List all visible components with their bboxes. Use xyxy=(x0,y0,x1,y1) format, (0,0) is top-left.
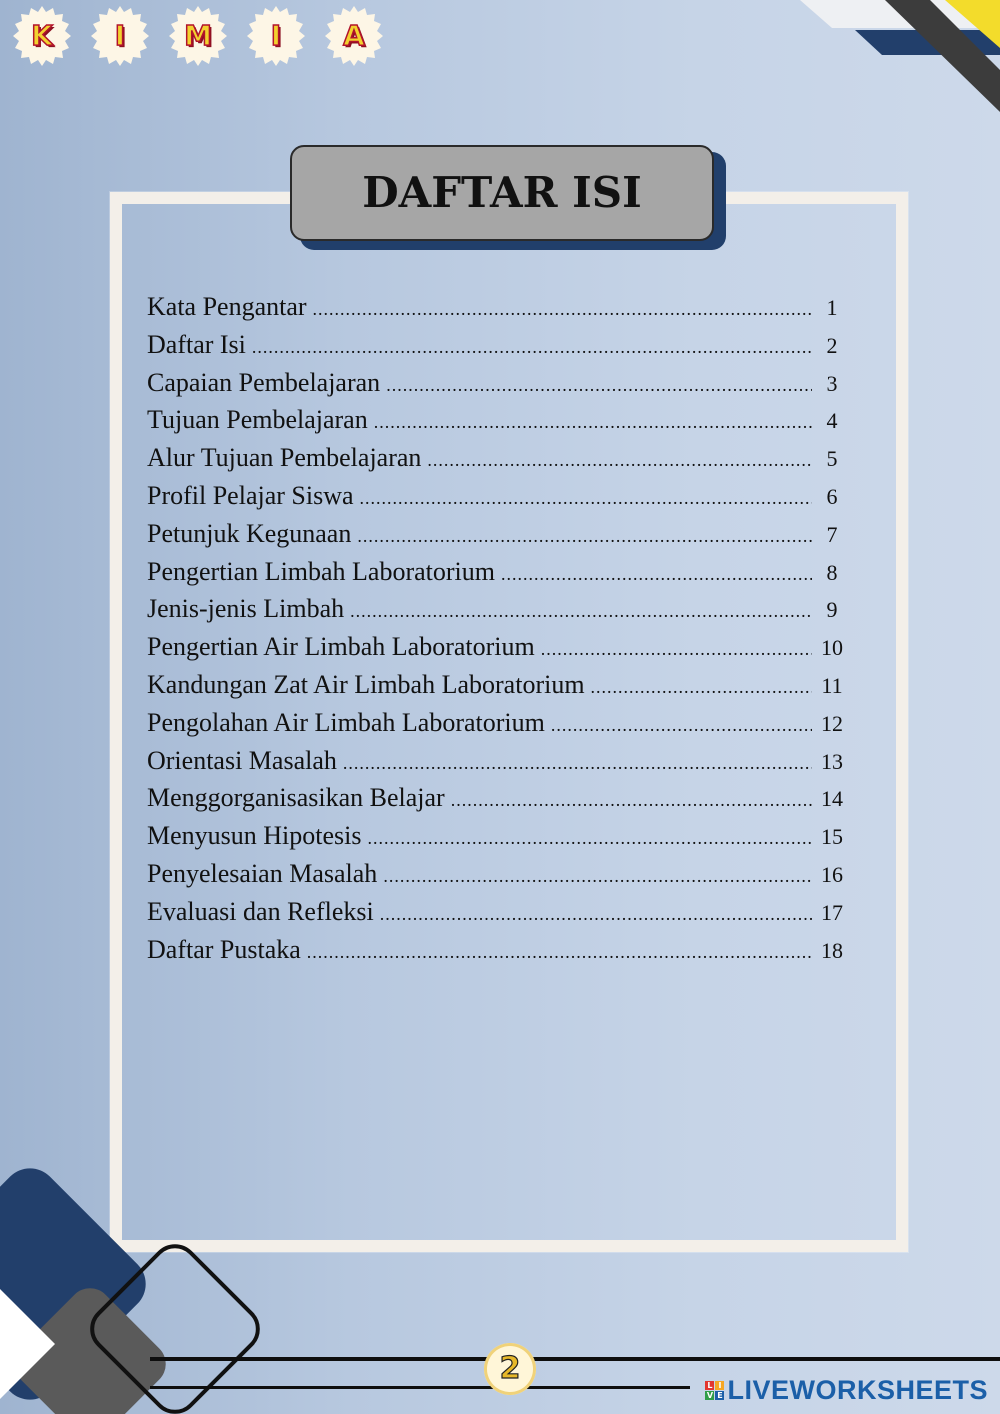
toc-leader-dots xyxy=(383,866,812,887)
toc-entry[interactable] xyxy=(147,783,852,821)
toc-entry-label: Petunjuk Kegunaan xyxy=(147,518,352,548)
badge-letter: M xyxy=(184,19,212,52)
toc-entry-label: Menyusun Hipotesis xyxy=(147,821,362,851)
toc-leader-dots xyxy=(551,715,812,736)
toc-leader-dots xyxy=(357,526,812,547)
toc-leader-dots xyxy=(374,412,812,433)
kimia-badge xyxy=(88,4,152,68)
toc-entry-page: 6 xyxy=(826,483,838,509)
toc-entry-label: Menggorganisasikan Belajar xyxy=(147,783,445,813)
toc-entry[interactable] xyxy=(147,557,852,595)
toc-entry-label: Evaluasi dan Refleksi xyxy=(147,896,374,926)
badge-letter: A xyxy=(343,19,365,52)
toc-entry[interactable] xyxy=(147,368,852,406)
badge-letter: I xyxy=(114,19,126,52)
toc-entry[interactable] xyxy=(147,594,852,632)
toc-entry-label: Orientasi Masalah xyxy=(147,745,337,775)
toc-entry-page: 11 xyxy=(821,672,843,698)
toc-entry[interactable] xyxy=(147,859,852,897)
toc-leader-dots xyxy=(451,790,812,811)
toc-entry[interactable] xyxy=(147,519,852,557)
page-title: DAFTAR ISI xyxy=(290,145,714,241)
toc-entry[interactable] xyxy=(147,632,852,670)
kimia-badge xyxy=(322,4,386,68)
kimia-badge xyxy=(10,4,74,68)
toc-entry-page: 12 xyxy=(821,710,843,736)
toc-entry-label: Kandungan Zat Air Limbah Laboratorium xyxy=(147,669,585,699)
toc-entry-label: Daftar Isi xyxy=(147,329,246,359)
toc-leader-dots xyxy=(343,753,812,774)
footer-divider xyxy=(150,1386,690,1389)
toc-entry[interactable] xyxy=(147,897,852,935)
brand-name: LIVEWORKSHEETS xyxy=(727,1375,988,1405)
toc-leader-dots xyxy=(360,488,812,509)
toc-entry-label: Alur Tujuan Pembelajaran xyxy=(147,443,422,473)
toc-entry-page: 10 xyxy=(821,635,843,661)
toc-entry-page: 15 xyxy=(821,824,843,850)
toc-entry-label: Pengolahan Air Limbah Laboratorium xyxy=(147,707,545,737)
toc-leader-dots xyxy=(368,828,813,849)
toc-entry-page: 4 xyxy=(826,408,838,434)
toc-leader-dots xyxy=(501,564,812,585)
toc-leader-dots xyxy=(252,337,812,358)
toc-entry[interactable] xyxy=(147,935,852,973)
toc-entry-label: Capaian Pembelajaran xyxy=(147,367,381,397)
toc-entry-label: Tujuan Pembelajaran xyxy=(147,405,368,435)
toc-entry-page: 8 xyxy=(826,559,838,585)
toc-leader-dots xyxy=(313,299,812,320)
toc-entry-label: Daftar Pustaka xyxy=(147,934,301,964)
toc-entry-label: Kata Pengantar xyxy=(147,292,307,321)
toc-entry-page: 13 xyxy=(821,748,843,774)
toc-entry[interactable] xyxy=(147,821,852,859)
toc-entry[interactable] xyxy=(147,481,852,519)
toc-entry-page: 18 xyxy=(821,937,843,963)
toc-entry-page: 14 xyxy=(821,786,843,812)
toc-entry[interactable] xyxy=(147,405,852,443)
footer-divider xyxy=(150,1357,1000,1361)
corner-decoration xyxy=(600,0,1000,120)
toc-leader-dots xyxy=(541,639,812,660)
toc-entry-page: 3 xyxy=(826,370,838,396)
toc-leader-dots xyxy=(307,942,812,963)
toc-entry[interactable] xyxy=(147,330,852,368)
kimia-badge xyxy=(244,4,308,68)
toc-leader-dots xyxy=(350,601,812,622)
page-number: 2 xyxy=(484,1343,536,1395)
toc-entry-label: Jenis-jenis Limbah xyxy=(147,594,345,624)
toc-leader-dots xyxy=(386,375,812,396)
kimia-badge xyxy=(166,4,230,68)
toc-entry-label: Profil Pelajar Siswa xyxy=(147,480,354,510)
toc-entry-label: Pengertian Limbah Laboratorium xyxy=(147,556,496,586)
toc-entry-page: 16 xyxy=(821,861,843,887)
toc-entry[interactable] xyxy=(147,292,852,330)
toc-leader-dots xyxy=(380,904,812,925)
toc-entry-page: 1 xyxy=(826,295,838,320)
toc-entry[interactable] xyxy=(147,443,852,481)
toc-entry-page: 17 xyxy=(821,899,843,925)
liveworksheets-brand[interactable] xyxy=(705,1375,988,1406)
badge-letter: K xyxy=(31,19,53,52)
toc-entry-page: 9 xyxy=(826,597,838,623)
toc-entry[interactable] xyxy=(147,670,852,708)
table-of-contents xyxy=(147,292,852,972)
corner-decoration xyxy=(0,1154,300,1414)
toc-leader-dots xyxy=(591,677,812,698)
toc-entry-label: Pengertian Air Limbah Laboratorium xyxy=(147,632,535,662)
toc-entry[interactable] xyxy=(147,708,852,746)
badge-letter: I xyxy=(270,19,282,52)
toc-leader-dots xyxy=(427,450,812,471)
toc-entry-page: 7 xyxy=(826,521,838,547)
toc-entry-page: 2 xyxy=(826,332,838,358)
toc-entry-page: 5 xyxy=(826,446,838,472)
toc-entry[interactable] xyxy=(147,746,852,784)
toc-entry-label: Penyelesaian Masalah xyxy=(147,858,378,888)
liveworksheets-logo-icon: L I V E xyxy=(706,1381,723,1400)
